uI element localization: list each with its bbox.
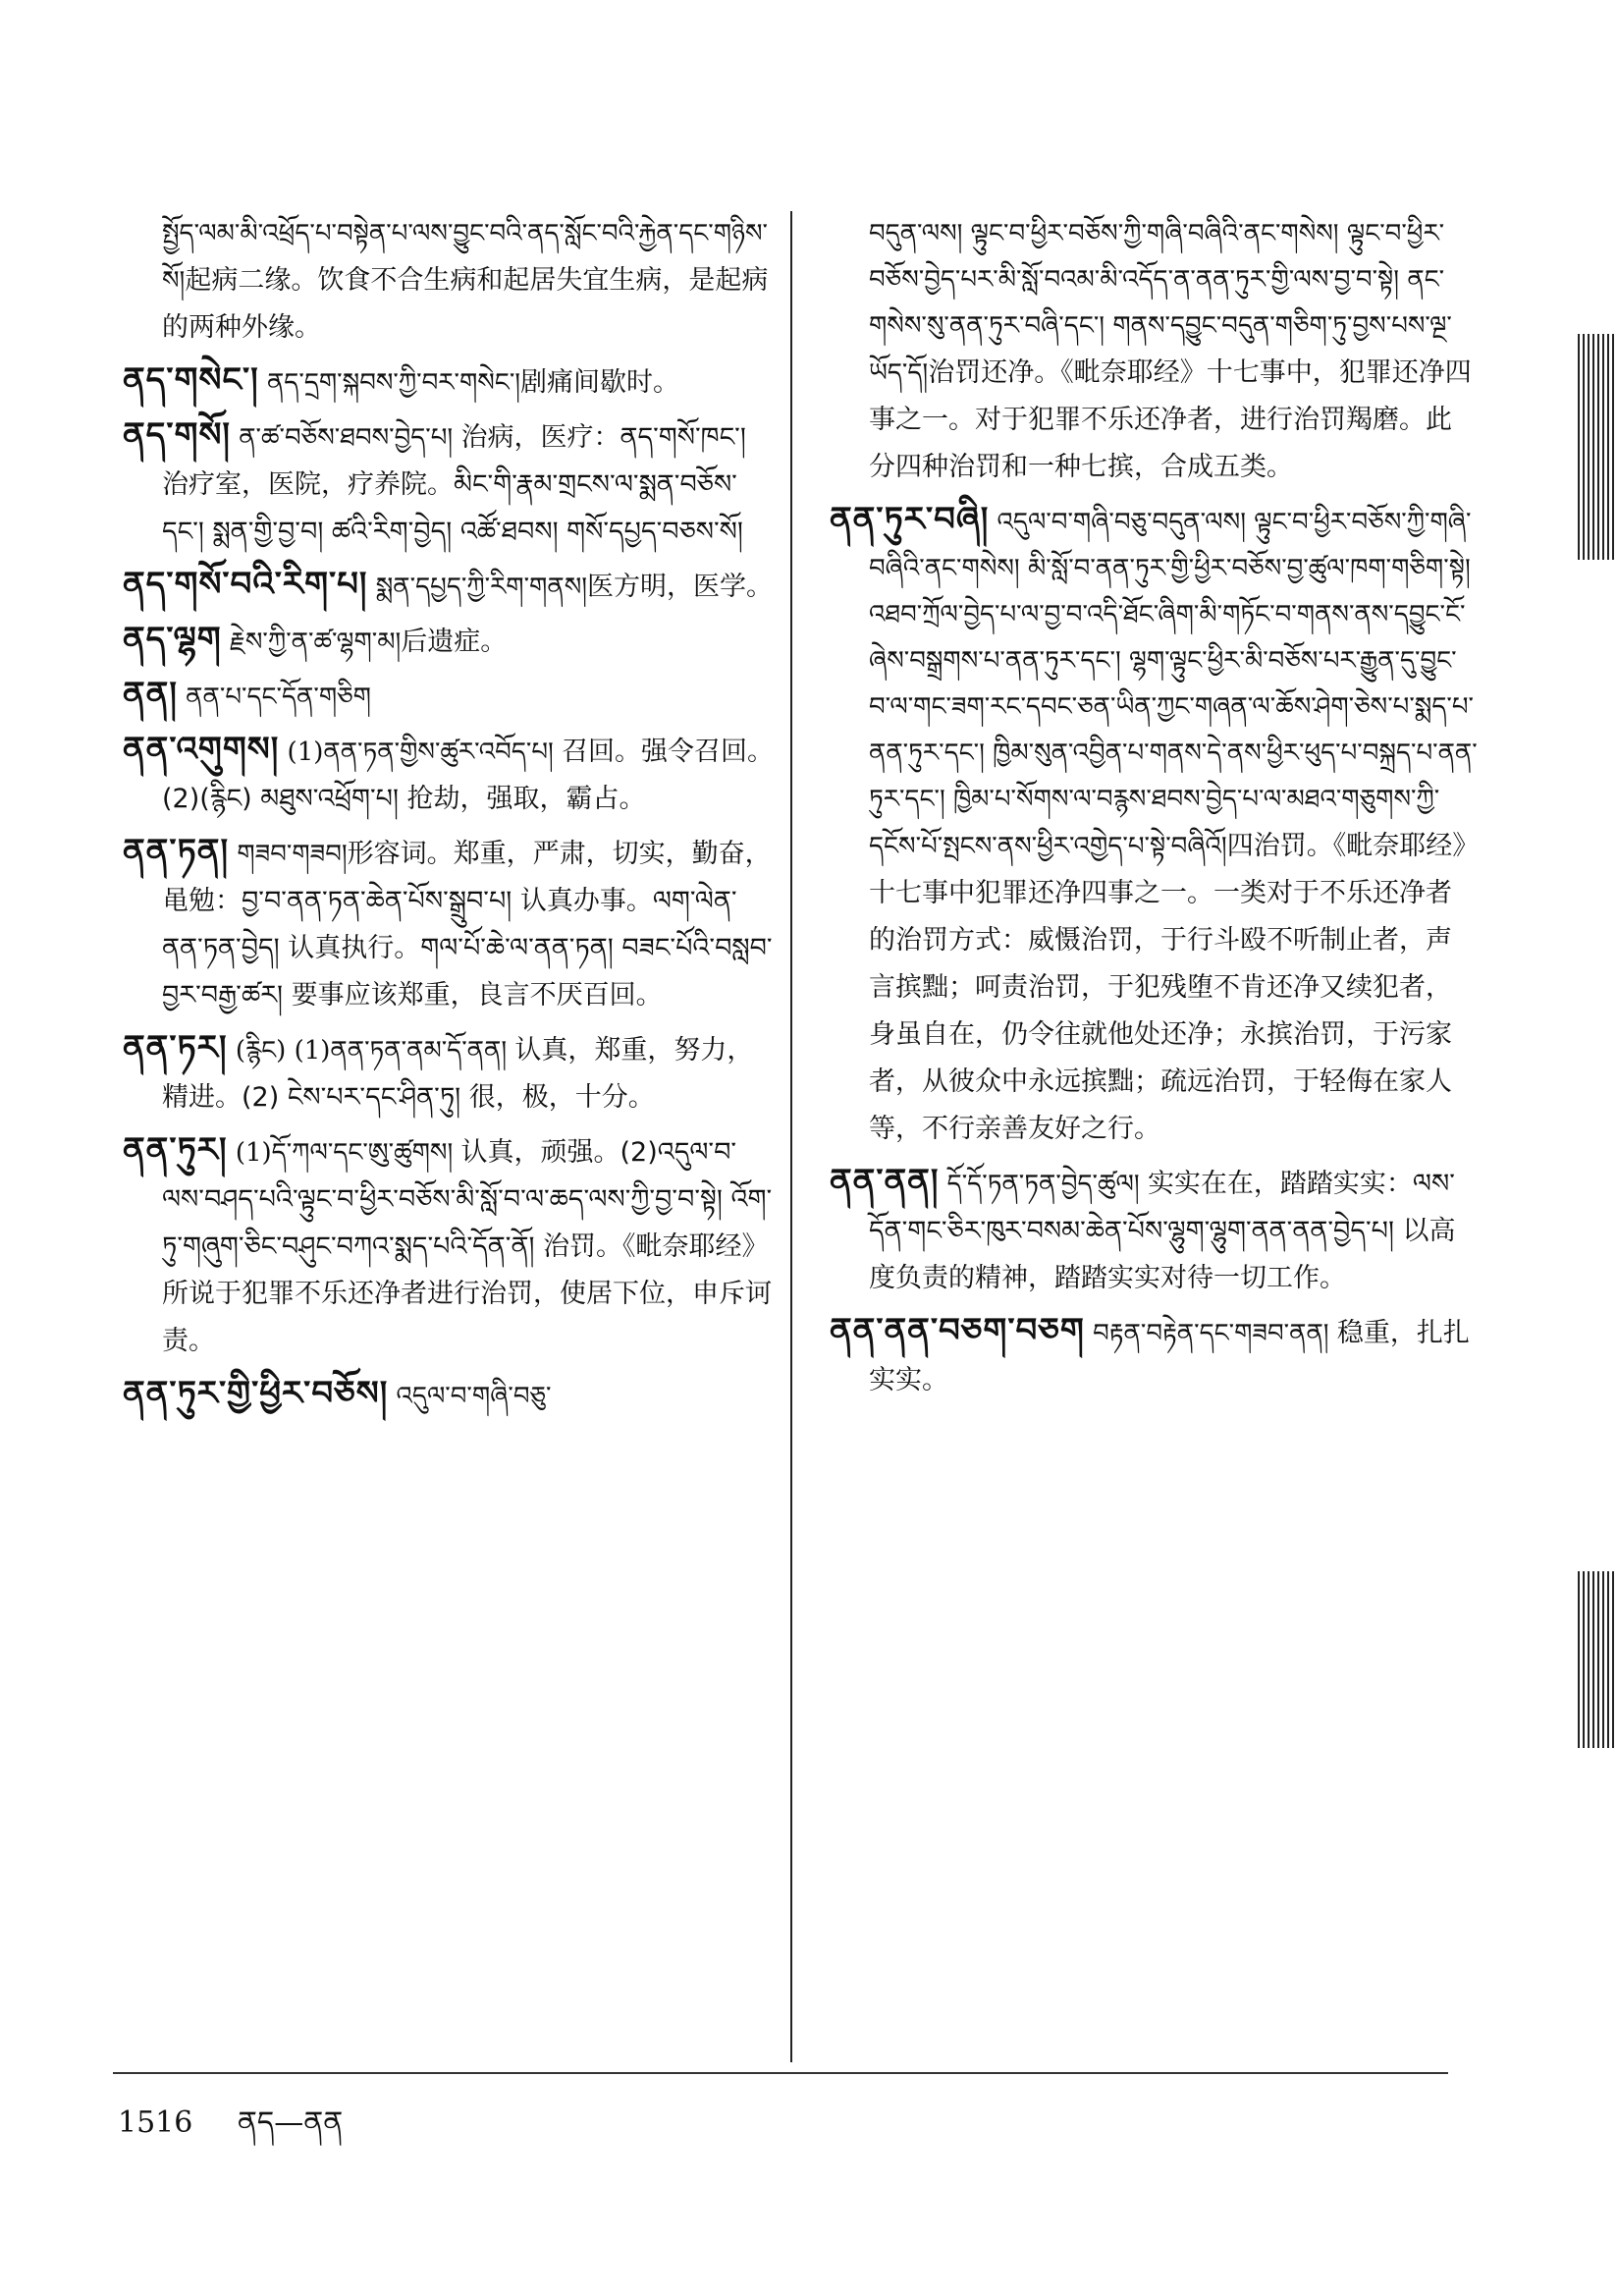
tibetan-definition: རྗེས་ཀྱི་ན་ཚ་ལྷག་མ། bbox=[230, 628, 402, 657]
scan-edge-mark bbox=[1578, 334, 1617, 560]
chinese-definition: 后遗症。 bbox=[401, 627, 508, 657]
tibetan-definition: སྨན་དཔྱད་ཀྱི་རིག་གནས། bbox=[375, 573, 588, 602]
headword: ནད་གསོ་བའི་རིག་པ། bbox=[123, 565, 368, 604]
tibetan-definition: སྤྱོད་ལམ་མི་འཕྲོད་པ་བསྟེན་པ་ལས་བྱུང་བའི་ནད་སློང་བའི་རྐྱེན་དང་གཉིས་སོ། bbox=[162, 219, 768, 296]
chinese-definition: 稳重，扎扎实实。 bbox=[869, 1318, 1470, 1395]
dictionary-entry bbox=[123, 672, 776, 721]
headword: ནད་ལྷག bbox=[123, 620, 222, 659]
chinese-definition: 认真，顽强。(2)འདུལ་བ་ལས་བཤད་པའི་ལྟུང་བ་ཕྱིར་བཅོས་མི་སློ་བ་ལ་ཆད་ལས་ཀྱི་བྱ་བ་སྟེ། འོག་ཏུ་གཞུག་ཅིང་བཤུང་བཀའ་སྨད་པའི་དོན་ནོ། 治罚。《毗奈耶经》所说于犯罪不乐还净者进行治罚，使居下位，申斥诃责。 bbox=[162, 1137, 773, 1356]
chinese-definition: 剧痛间歇时。 bbox=[520, 367, 680, 398]
page-number: 1516 bbox=[118, 2105, 193, 2140]
chinese-definition: 形容词。郑重，严肃，切实，勤奋，黾勉：བྱ་བ་ནན་ཏན་ཆེན་པོས་སྒྲུབ་པ། 认真办事。ལག་ལེན་ནན་ཏན་བྱེད། 认真执行。གལ་པོ་ཆེ་ལ་ནན་ཏན། བཟང་པོའི་བསླབ་བྱར་བརྒྱ་ཚར། 要事应该郑重，良言不厌百回。 bbox=[162, 839, 773, 1011]
headword: ནན་ཏར། bbox=[123, 1028, 228, 1067]
headword: ནན་ནན། bbox=[830, 1162, 940, 1201]
tibetan-definition: འདུལ་བ་གཞི་བཅུ་ bbox=[396, 1382, 552, 1411]
headword: ནད་གསོ། bbox=[123, 415, 231, 455]
dictionary-entry bbox=[123, 412, 776, 556]
tibetan-definition: (1)ནན་ཏན་གྱིས་ཚུར་འབོད་པ། bbox=[287, 738, 563, 767]
tibetan-definition: (རྙིང) (1)ནན་ཏན་ནམ་དོ་ནན། bbox=[235, 1036, 515, 1066]
headword: ནན་ཏན། bbox=[123, 832, 230, 871]
chinese-definition: 召回。强令召回。(2)(རྙིང) མཐུས་འཕྲོག་པ། 抢劫，强取，霸占。 bbox=[162, 737, 775, 814]
tibetan-definition: (1)དོ་ཀལ་དང་ཨུ་ཚུགས། bbox=[235, 1138, 461, 1168]
dictionary-entry bbox=[123, 1127, 776, 1365]
headword: ནན་ནན་བཅག་བཅག bbox=[830, 1311, 1085, 1350]
page-footer bbox=[118, 2090, 343, 2172]
headword: ནད་གསེང་། bbox=[123, 360, 259, 400]
tibetan-definition: དོ་དོ་ཏན་ཏན་བྱེད་ཚུལ། bbox=[946, 1170, 1148, 1199]
dictionary-entry bbox=[123, 617, 776, 666]
dictionary-entry bbox=[830, 1159, 1478, 1302]
column-divider bbox=[790, 211, 792, 2062]
dictionary-entry bbox=[123, 211, 776, 352]
headword: ནན་ཏུར་བཞི། bbox=[830, 500, 990, 539]
left-column bbox=[123, 211, 776, 1426]
headword: ནན། bbox=[123, 675, 178, 714]
dictionary-entry bbox=[123, 562, 776, 611]
chinese-definition: 起病二缘。饮食不合生病和起居失宜生病，是起病的两种外缘。 bbox=[162, 265, 769, 343]
tibetan-definition: གཟབ་གཟབ། bbox=[237, 840, 348, 869]
dictionary-entry bbox=[123, 1371, 776, 1420]
headword: ནན་ཏུར། bbox=[123, 1130, 228, 1170]
page-range: ནད—ནན bbox=[237, 2105, 344, 2140]
chinese-definition: 治病，医疗：ནད་གསོ་ཁང་། 治疗室，医院，疗养院。མིང་གི་རྣམ་གྲངས་ལ་སྨན་བཅོས་དང་། སྨན་གྱི་བྱ་བ། ཚའི་རིག་བྱེད། འཚོ་ཐབས། གསོ་དཔྱད་བཅས་སོ། bbox=[162, 422, 746, 547]
chinese-definition: 实实在在，踏踏实实：ལས་དོན་གང་ཅིར་ཁུར་བསམ་ཆེན་པོས་ལྷུག་ལྷུག་ནན་ནན་བྱེད་པ། 以高度负责的精神，踏踏实实对待一切工作。 bbox=[869, 1169, 1456, 1293]
tibetan-definition: བརྟན་བརྟེན་དང་གཟབ་ནན། bbox=[1093, 1319, 1337, 1348]
footer-rule bbox=[113, 2072, 1448, 2074]
dictionary-entry bbox=[830, 1308, 1478, 1404]
scan-edge-mark bbox=[1578, 1571, 1617, 1748]
tibetan-definition: འདུལ་བ་གཞི་བཅུ་བདུན་ལས། ལྟུང་བ་ཕྱིར་བཅོས་ཀྱི་གཞི་བཞིའི་ནང་གསེས། མི་སློ་བ་ནན་ཏུར་གྱི་ཕྱིར་བཅོས་བྱ་ཚུལ་ཁག་གཅིག་སྟེ། འཐབ་ཀྲོལ་བྱེད་པ་ལ་བྱ་བ་འདི་ཐོང་ཞིག་མི་གཏོང་བ་གནས་ནས་དབྱུང་ངོ་ཞེས་བསྒྲགས་པ་ནན་ཏུར་དང་། ལྷག་ལྟུང་ཕྱིར་མི་བཅོས་པར་རྒྱུན་དུ་བྱུང་བ་ལ་གང་ཟག་རང་དབང་ཅན་ཡིན་ཀྱང་གཞན་ལ་ཆོས་ཤེག་ཅེས་པ་སྨད་པ་ནན་ཏུར་དང་། ཁྱིམ་སུན་འབྱིན་པ་གནས་དེ་ནས་ཕྱིར་ཕུད་པ་བསྐྲད་པ་ནན་ཏུར་དང་། ཁྱིམ་པ་སོགས་ལ་བརྙས་ཐབས་བྱེད་པ་ལ་མཐའ་གཅུགས་ཀྱི་དངོས་པོ་སྤངས་ནས་ཕྱིར་འགྱེད་པ་སྟེ་བཞིའོ། bbox=[869, 508, 1478, 861]
tibetan-definition: ནན་པ་དང་དོན་གཅིག bbox=[186, 683, 371, 712]
dictionary-entry bbox=[123, 357, 776, 407]
dictionary-entry bbox=[830, 211, 1478, 491]
dictionary-entry bbox=[123, 829, 776, 1019]
chinese-definition: 认真，郑重，努力，精进。(2) ངེས་པར་དང་ཤིན་ཏུ། 很，极，十分。 bbox=[162, 1035, 754, 1113]
chinese-definition: 四治罚。《毗奈耶经》十七事中犯罪还净四事之一。一类对于不乐还净者的治罚方式：威慑治罚，于行斗殴不听制止者，声言摈黜；呵责治罚，于犯残堕不肯还净又续犯者，身虽自在，仍令往就他处还净；永摈治罚，于污家者，从彼众中永远摈黜；疏远治罚，于轻侮在家人等，不行亲善友好之行。 bbox=[869, 831, 1466, 1144]
dictionary-entry bbox=[123, 727, 776, 823]
tibetan-definition: བདུན་ལས། ལྟུང་བ་ཕྱིར་བཅོས་ཀྱི་གཞི་བཞིའི་ནང་གསེས། ལྟུང་བ་ཕྱིར་བཅོས་བྱེད་པར་མི་སློ་བའམ་མི་འདོད་ན་ནན་ཏུར་གྱི་ལས་བྱ་བ་སྟེ། ནང་གསེས་སུ་ནན་ཏུར་བཞི་དང་། གནས་དབྱུང་བདུན་གཅིག་ཏུ་བྱས་པས་ལྔ་ཡོད་དོ། bbox=[869, 219, 1452, 388]
tibetan-definition: ནད་དྲག་སྐབས་ཀྱི་བར་གསེང་། bbox=[266, 368, 521, 398]
headword: ནན་ཏུར་གྱི་ཕྱིར་བཅོས། bbox=[123, 1374, 389, 1413]
right-column bbox=[830, 211, 1478, 1410]
headword: ནན་འགུགས། bbox=[123, 730, 280, 769]
dictionary-entry bbox=[123, 1025, 776, 1121]
chinese-definition: 医方明，医学。 bbox=[587, 572, 774, 602]
tibetan-definition: ན་ཚ་བཅོས་ཐབས་བྱེད་པ། bbox=[239, 423, 461, 453]
dictionary-entry bbox=[830, 497, 1478, 1153]
chinese-definition: 治罚还净。《毗奈耶经》十七事中，犯罪还净四事之一。对于犯罪不乐还净者，进行治罚羯磨。此分四种治罚和一种七摈，合成五类。 bbox=[869, 357, 1472, 482]
